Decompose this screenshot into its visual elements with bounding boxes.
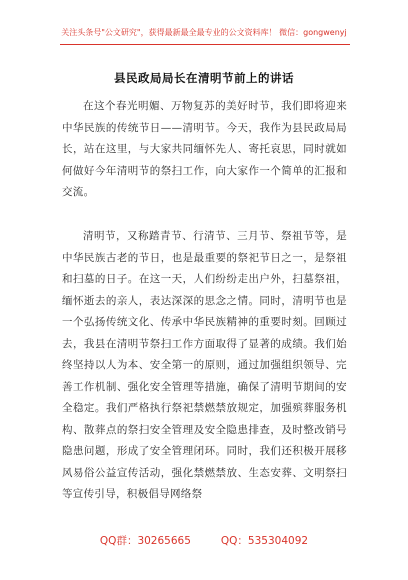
header-banner: 关注头条号"公文研究"，获得最新最全最专业的公文资料库！ 微信：gongwenyj bbox=[61, 28, 347, 37]
footer-contact bbox=[0, 533, 408, 548]
paragraph-2: 清明节，又称踏青节、行清节、三月节、祭祖节等，是中华民族古老的节日，也是最重要的祭祀节日之一，是祭祖和扫墓的日子。在这一天，人们纷纷走出户外，扫墓祭祖，缅怀逝去的亲人，表达深深的思念之情。同时，清明节也是一个弘扬传统文化、传承中华民族精神的重要时刻。回顾过去，我县在清明节祭扫工作方面取得了显著的成绩。我们始终坚持以人为本、安全第一的原则，通过加强组织领导、完善工作机制、强化安全管理等措施，确保了清明节期间的安全稳定。我们严格执行祭祀禁燃禁放规定，加强殡葬服务机构、散葬点的祭扫安全管理及安全隐患排查，及时整改销号隐患问题，形成了安全管理闭环。同时，我们还积极开展移风易俗公益宣传活动，强化禁燃禁放、生态安葬、文明祭扫等宣传引导，积极倡导网络祭 bbox=[62, 230, 347, 500]
footer-qq-group: QQ群：30265665 bbox=[99, 535, 191, 547]
footer-qq: QQ：535304092 bbox=[220, 535, 309, 547]
document-title: 县民政局局长在清明节前上的讲话 bbox=[114, 71, 294, 85]
paragraph-1: 在这个春光明媚、万物复苏的美好时节，我们即将迎来中华民族的传统节日——清明节。今天，我作为县民政局局长，站在这里，与大家共同缅怀先人、寄托哀思，同时就如何做好今年清明节的祭扫工作，向大家作一个简单的汇报和交流。 bbox=[62, 100, 347, 198]
header-divider bbox=[60, 44, 350, 45]
